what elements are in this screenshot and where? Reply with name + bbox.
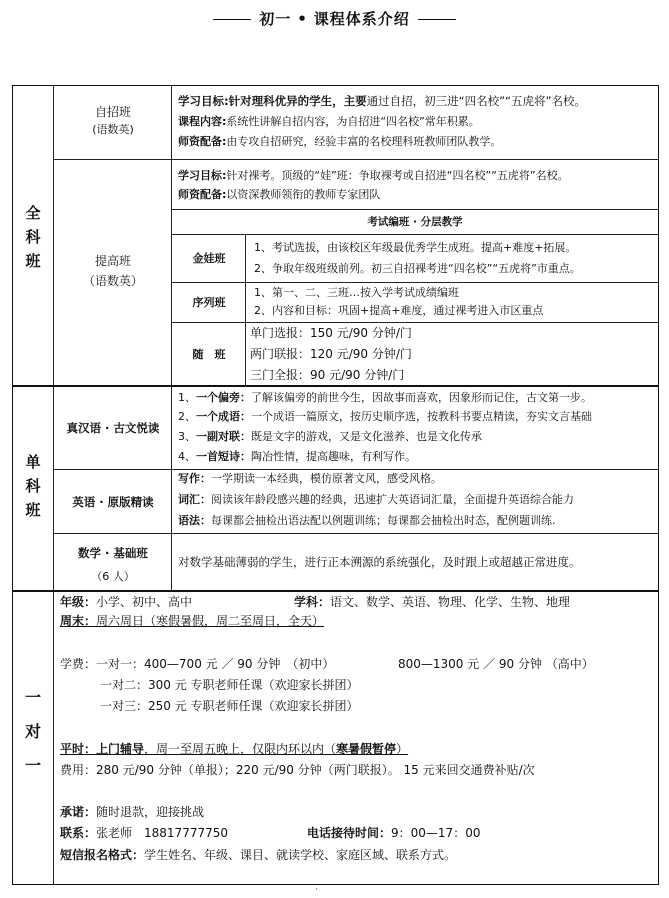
zizhao-goal-bold: 针对理科优异的学生，主要	[228, 94, 367, 108]
oo-fee-label: 学费：	[60, 657, 97, 671]
oo-subject	[294, 595, 570, 609]
tigao-goal	[178, 169, 569, 183]
math-size: （6 人）	[91, 570, 135, 583]
category-single-class	[13, 450, 53, 522]
chinese-item-3-no: 3、	[178, 430, 196, 443]
chinese-item-3-text: 既是文字的游戏，又是文化滋养、也是文化传承	[251, 430, 482, 443]
oo-weekday	[60, 742, 408, 756]
english-detail-cell	[171, 469, 658, 533]
chinese-item-1	[178, 391, 592, 405]
title-dot: •	[297, 10, 308, 28]
oo-contact-label: 联系：	[60, 826, 97, 840]
english-item-2-text: 阅读该年龄段感兴趣的经典，迅速扩大英语词汇量，全面提升英语综合能力	[211, 493, 574, 506]
zizhao-subjects: (语数英)	[92, 123, 134, 136]
oo-weekend-text: 周六周日（寒假暑假，周二至周日，全天）	[96, 614, 325, 628]
zizhao-teacher	[178, 135, 501, 149]
oo-fee3: 一对三：250 元 专职老师任课（欢迎家长拼团）	[100, 699, 359, 713]
suiban-name-cell	[171, 322, 245, 386]
category-one-on-one-label: 一对一	[24, 688, 41, 775]
chinese-item-2-label: 一个成语：	[196, 410, 251, 423]
chinese-name: 真汉语 · 古文悦读	[66, 421, 160, 435]
oo-subject-label: 学科：	[294, 595, 331, 609]
suiban-name: 随 班	[192, 348, 226, 361]
english-item-2-label: 词汇：	[178, 493, 211, 506]
suiban-line2: 两门联报：120 元/90 分钟/门	[250, 347, 412, 361]
english-item-3-label: 语法：	[178, 514, 211, 527]
tigao-name: 提高班	[94, 254, 131, 268]
oo-cost: 费用：280 元/90 分钟（单报）；220 元/90 分钟（两门联报）。 15 元来回交通费补贴/次	[60, 763, 535, 777]
chinese-item-3-label: 一副对联：	[196, 430, 251, 443]
xulie-name: 序列班	[192, 296, 226, 309]
chinese-detail-cell	[171, 387, 658, 469]
oo-contact	[60, 826, 228, 840]
zizhao-content-label: 课程内容:	[178, 115, 227, 128]
zizhao-teacher-label: 师资配备:	[178, 135, 227, 148]
zizhao-goal-label: 学习目标:	[178, 94, 229, 108]
english-name: 英语 · 原版精读	[72, 495, 154, 509]
tigao-teacher-text: 以资深教师领衔的教师专家团队	[226, 188, 381, 201]
jinwa-line2: 2、争取年级班级前列。初三自招裸考进“四名校”“五虎将”市重点。	[254, 262, 581, 275]
tigao-name-cell	[53, 159, 171, 386]
chinese-item-1-text: 了解该偏旁的前世今生，因故事而喜欢，因象形而记住，古文第一步。	[251, 391, 592, 404]
chinese-name-cell	[53, 387, 171, 469]
zizhao-content-text: 系统性讲解自招内容，为自招进“四名校”常年积累。	[226, 115, 480, 128]
oo-sms-label: 短信报名格式：	[60, 848, 145, 862]
oo-hours-label: 电话接待时间：	[307, 826, 392, 840]
oo-weekday-b: ，周一至周五晚上，仅限内环以内（	[144, 742, 337, 756]
oo-grade-text: 小学、初中、高中	[96, 595, 193, 609]
zizhao-goal-text: 通过自招，初三进“四名校”“五虎将”名校。	[366, 94, 586, 108]
english-item-1-label: 写作：	[178, 472, 211, 485]
chinese-item-1-label: 一个偏旁：	[196, 391, 251, 404]
page-title	[0, 8, 669, 29]
english-item-3	[178, 514, 556, 528]
xulie-detail-cell	[245, 282, 658, 322]
chinese-item-1-no: 1、	[178, 391, 196, 404]
english-item-1-text: 一学期读一本经典，模仿原著文风，感受风格。	[211, 472, 442, 485]
chinese-item-4-no: 4、	[178, 450, 196, 463]
zizhao-content	[178, 115, 480, 129]
course-table	[12, 85, 659, 885]
oo-fee1	[60, 657, 334, 671]
english-item-1	[178, 472, 442, 486]
zizhao-teacher-text: 由专攻自招研究，经验丰富的名校理科班教师团队教学。	[226, 135, 502, 148]
english-item-2	[178, 493, 574, 507]
english-name-cell	[53, 469, 171, 533]
category-full-class-label: 全科班	[25, 204, 41, 270]
oo-weekend	[60, 614, 324, 628]
title-dash-left	[213, 19, 251, 20]
xulie-line2: 2、内容和目标：巩固+提高+难度，通过裸考进入市区重点	[254, 304, 544, 317]
chinese-item-2	[178, 410, 592, 424]
suiban-line3: 三门全报：90 元/90 分钟/门	[250, 368, 405, 382]
footer-mark: ·	[315, 885, 318, 895]
jinwa-line1: 1、考试选拔，由该校区年级最优秀学生成班。提高+难度+拓展。	[254, 241, 577, 254]
oo-promise-text: 随时退款，迎接挑战	[96, 805, 205, 819]
zizhao-name-cell	[53, 86, 171, 159]
oo-weekend-label: 周末：	[60, 614, 97, 628]
tigao-goal-label: 学习目标:	[178, 169, 227, 182]
oo-hours-text: 9：00—17：00	[391, 826, 481, 840]
english-item-3-text: 每课都会抽检出语法配以例题训练；每课都会抽检出时态，配例题训练.	[211, 514, 556, 527]
oo-promise	[60, 805, 204, 819]
xulie-line1: 1、第一、二、三班…按入学考试成绩编班	[254, 286, 459, 299]
tigao-detail-cell	[171, 159, 658, 209]
category-one-on-one	[13, 681, 53, 783]
oo-fee1b: 800—1300 元 ／ 90 分钟 （高中）	[398, 657, 594, 671]
math-name: 数学 · 基础班	[78, 546, 148, 560]
oo-fee1-text: 一对一：400—700 元 ／ 90 分钟 （初中）	[96, 657, 335, 671]
tigao-teacher	[178, 188, 380, 202]
xulie-name-cell	[171, 282, 245, 322]
category-full-class	[13, 201, 53, 273]
tigao-subjects: （语数英）	[82, 274, 143, 288]
tigao-layer-header: 考试编班 · 分层教学	[171, 209, 658, 234]
oo-subject-text: 语文、数学、英语、物理、化学、生物、地理	[330, 595, 571, 609]
oo-grade	[60, 595, 192, 609]
oo-promise-label: 承诺：	[60, 805, 97, 819]
oo-hours	[307, 826, 480, 840]
suiban-detail-cell	[245, 322, 658, 386]
oo-contact-text: 张老师 18817777750	[96, 826, 228, 840]
oo-weekday-d: ）	[396, 742, 409, 756]
zizhao-detail-cell	[171, 86, 658, 159]
oo-weekday-c: 寒暑假暂停	[336, 742, 397, 756]
oo-weekday-a: 上门辅导	[96, 742, 145, 756]
math-desc: 对数学基础薄弱的学生，进行正本溯源的系统强化，及时跟上或超越正常进度。	[178, 555, 581, 569]
chinese-item-4	[178, 450, 416, 464]
chinese-item-2-no: 2、	[178, 410, 196, 423]
title-dash-right	[418, 19, 456, 20]
jinwa-detail-cell	[245, 234, 658, 282]
math-detail-cell	[171, 533, 658, 591]
jinwa-name-cell	[171, 234, 245, 282]
oo-grade-label: 年级：	[60, 595, 97, 609]
title-grade: 初一	[259, 10, 292, 28]
zizhao-goal	[178, 94, 586, 108]
chinese-item-2-text: 一个成语一篇原文，按历史顺序选，按教科书要点精读，夯实文言基础	[251, 410, 592, 423]
oo-sms	[60, 848, 456, 862]
one-on-one-detail-cell	[53, 592, 658, 884]
title-text: 课程体系介绍	[313, 10, 410, 28]
oo-fee2: 一对二：300 元 专职老师任课（欢迎家长拼团）	[100, 678, 359, 692]
chinese-item-4-label: 一首短诗：	[196, 450, 251, 463]
math-name-cell	[53, 533, 171, 591]
zizhao-name: 自招班	[94, 105, 131, 119]
tigao-teacher-label: 师资配备:	[178, 188, 227, 201]
suiban-line1: 单门选报：150 元/90 分钟/门	[250, 326, 412, 340]
chinese-item-3	[178, 430, 482, 444]
oo-sms-text: 学生姓名、年级、课目、就读学校、家庭区域、联系方式。	[144, 848, 457, 862]
jinwa-name: 金娃班	[192, 252, 226, 265]
oo-weekday-label: 平时：	[60, 742, 97, 756]
tigao-goal-text: 针对裸考。顶级的“娃”班：争取裸考或自招进“四名校”“五虎将”名校。	[226, 169, 569, 182]
chinese-item-4-text: 陶冶性情，提高趣味，有利写作。	[251, 450, 416, 463]
category-single-class-label: 单科班	[25, 453, 41, 519]
